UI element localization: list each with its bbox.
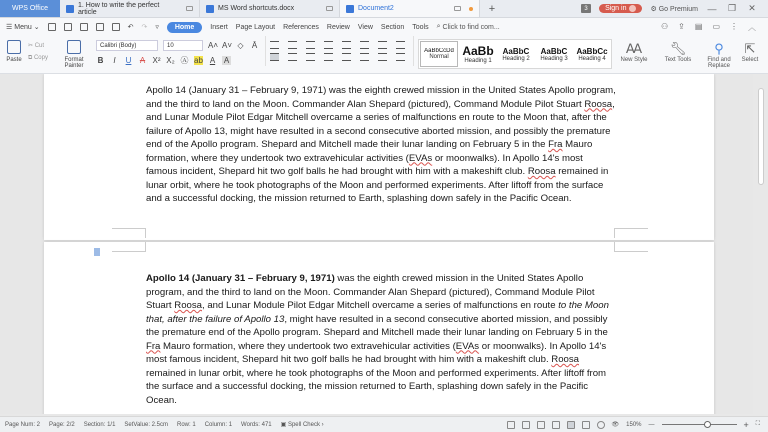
- bullets-icon[interactable]: [270, 41, 279, 49]
- tab-page-layout[interactable]: Page Layout: [235, 23, 276, 31]
- style-preview: AaBbCc: [576, 46, 608, 56]
- minimize-button[interactable]: —: [707, 3, 717, 14]
- borders-icon[interactable]: [396, 53, 405, 61]
- margin-crop-mark: [614, 242, 648, 252]
- cloud-upload-icon[interactable]: ⇪: [678, 21, 685, 31]
- print-icon[interactable]: [96, 23, 104, 31]
- writer-doc-icon: [206, 5, 214, 13]
- scrollbar-thumb[interactable]: [758, 88, 764, 185]
- tab-review[interactable]: Review: [326, 23, 350, 31]
- view-mode-icon[interactable]: [507, 421, 515, 429]
- underline-icon[interactable]: U: [125, 56, 132, 65]
- misspelled-word: Fra: [548, 139, 563, 150]
- increase-indent-icon[interactable]: [324, 41, 333, 49]
- tab-home[interactable]: Home: [167, 22, 202, 33]
- column-status: Column: 1: [204, 421, 233, 428]
- tab-section[interactable]: Section: [380, 23, 405, 31]
- clipboard-icon: [7, 40, 21, 54]
- save-icon[interactable]: [64, 23, 72, 31]
- new-style-button[interactable]: [612, 36, 656, 63]
- wrench-icon: 🔧︎: [669, 41, 687, 56]
- customize-icon[interactable]: ▿: [155, 24, 159, 31]
- zoom-slider[interactable]: [662, 424, 737, 425]
- spell-check-label: Spell Check: [287, 422, 320, 428]
- writer-doc-icon: [346, 5, 354, 13]
- close-button[interactable]: ✕: [748, 3, 756, 13]
- outline-view-icon[interactable]: [522, 421, 530, 429]
- subscript-icon[interactable]: X₂: [166, 56, 175, 65]
- word-count-status[interactable]: Words: 471: [241, 421, 272, 428]
- doc-tab-1[interactable]: [60, 0, 200, 17]
- sign-in-button[interactable]: [599, 4, 642, 13]
- copy-label: Copy: [33, 55, 48, 61]
- font-color-icon[interactable]: A: [209, 56, 216, 65]
- grow-font-icon[interactable]: A˄: [208, 41, 219, 50]
- row-status: Row: 1: [177, 421, 196, 428]
- print-preview-icon[interactable]: [112, 23, 120, 31]
- zoom-out-button[interactable]: —: [648, 421, 655, 428]
- unsaved-dot-icon: [469, 7, 473, 11]
- ribbon: [0, 36, 768, 74]
- avatar-icon: [629, 5, 636, 12]
- char-shading-icon[interactable]: A: [223, 56, 230, 65]
- style-heading-3[interactable]: [535, 40, 573, 68]
- sort-icon[interactable]: [360, 41, 369, 49]
- align-left-icon[interactable]: [270, 53, 279, 61]
- style-label: Heading 1: [464, 58, 492, 64]
- export-pdf-icon[interactable]: [80, 23, 88, 31]
- tab-label: 1. How to write the perfect article: [78, 1, 160, 16]
- page-num-status[interactable]: Page Num: 2: [5, 421, 41, 428]
- italic-icon[interactable]: I: [113, 56, 116, 65]
- share-user-icon[interactable]: ⚇: [661, 21, 669, 31]
- style-heading-2[interactable]: [497, 40, 535, 68]
- menu-label: Menu: [14, 24, 32, 31]
- numbering-icon[interactable]: [288, 41, 297, 49]
- title-tab-bar: [0, 0, 768, 18]
- text-tools-label: Text Tools: [664, 57, 692, 63]
- tab-tools[interactable]: Tools: [412, 23, 429, 31]
- styles-gallery: [418, 39, 612, 69]
- paint-brush-icon: [67, 40, 81, 54]
- redo-icon[interactable]: ↷: [141, 24, 148, 31]
- find-replace-button[interactable]: [700, 36, 738, 69]
- italic-run: to the Moon that, after the failure of Apollo 13: [146, 300, 609, 325]
- collapse-ribbon-icon[interactable]: ︿: [748, 22, 756, 32]
- text-run: Mauro formation, where they undertook two extravehicular activities (: [146, 139, 593, 164]
- text-run: , might have resulted in a second consecutive aborted mission, and possibly the premature end of the Apollo program. Shepard and Mitchell made their lunar landing on February 5 in the: [146, 313, 608, 338]
- font-name-select[interactable]: Calibri (Body): [96, 40, 158, 51]
- show-marks-icon[interactable]: [378, 41, 387, 49]
- monitor-icon: [326, 6, 333, 11]
- misspelled-word: Roosa: [174, 300, 202, 311]
- style-label: Heading 4: [578, 55, 606, 62]
- doc-tab-2[interactable]: [200, 0, 340, 17]
- misspelled-word: Roosa: [584, 98, 613, 110]
- font-group: [90, 36, 265, 70]
- undo-icon[interactable]: ↶: [127, 24, 134, 31]
- history-icon[interactable]: ▤: [694, 21, 703, 31]
- vertical-scrollbar[interactable]: [753, 76, 768, 414]
- text-run: Mauro formation, where they undertook two extravehicular activities (: [160, 340, 456, 352]
- document-canvas[interactable]: [0, 74, 753, 414]
- highlight-icon[interactable]: ab: [194, 56, 203, 65]
- web-layout-icon[interactable]: [597, 421, 605, 429]
- margin-crop-mark: [112, 242, 146, 252]
- text-run: or moonwalks). In Apollo 14's most famous incident, Shepard hit two golf balls he had brought with him with a makeshift club.: [146, 152, 583, 177]
- spell-check-button[interactable]: ▣ Spell Check ›: [280, 422, 324, 428]
- search-icon: ⌕: [436, 23, 441, 30]
- page-1[interactable]: [44, 74, 714, 240]
- strikethrough-icon[interactable]: A: [139, 56, 146, 65]
- restore-button[interactable]: ❐: [727, 3, 737, 13]
- text-run: Apollo 14 (January 31 – February 9, 1971) was the eighth crewed mission in the United States Apollo program, and the third to land on the Moon. Commander Alan Shepard (pictured), Command Module Pilot Stuart: [146, 85, 616, 110]
- misspelled-word: Fra: [146, 340, 161, 352]
- misspelled-word: Roosa: [551, 354, 580, 365]
- cursor-icon: ⇱: [744, 41, 756, 56]
- tab-view[interactable]: View: [357, 23, 373, 31]
- margin-crop-mark: [112, 228, 146, 238]
- text-run: , and Lunar Module Pilot Edgar Mitchell overcame a series of malfunctions en route to the Moon that, after the failure of Apollo 13, might have resulted in a second consecutive aborted mission, and possibly the premature end of the Apollo program. Shepard and Mitchell made their lunar landing on February 5 in the: [146, 98, 615, 150]
- text-run: remained in lunar orbit, where he took photographs of the Moon and performed experiments. After liftoff from the surface and a successful docking, the mission returned to Earth, splashing down safely in the Pacific Ocean.: [146, 166, 609, 204]
- cut-button[interactable]: ✂ Cut: [28, 43, 45, 49]
- style-preview: AaBbCcDd: [424, 48, 454, 54]
- writer-doc-icon: [66, 5, 74, 13]
- distribute-icon[interactable]: [342, 53, 351, 61]
- align-center-icon[interactable]: [288, 53, 297, 61]
- open-icon[interactable]: [48, 23, 56, 31]
- notification-badge[interactable]: 3: [581, 4, 591, 13]
- outline-icon[interactable]: [582, 421, 590, 429]
- go-premium-button[interactable]: ⚙ Go Premium: [650, 5, 698, 13]
- justify-icon[interactable]: [324, 53, 333, 61]
- go-premium-label: Go Premium: [658, 5, 698, 13]
- style-heading-1[interactable]: [459, 40, 497, 68]
- paragraph-layout-icon[interactable]: [94, 248, 100, 256]
- text-tools-button[interactable]: [656, 36, 700, 63]
- margin-crop-mark: [614, 228, 648, 238]
- page-view-icon[interactable]: [567, 421, 575, 429]
- decrease-indent-icon[interactable]: [306, 41, 315, 49]
- style-preview: AaBbC: [502, 46, 530, 56]
- zoom-level[interactable]: 150%: [626, 421, 642, 428]
- format-painter-label: Format Painter: [64, 57, 84, 69]
- cut-label: Cut: [34, 43, 45, 49]
- tab-references[interactable]: References: [283, 23, 319, 31]
- fullscreen-view-icon[interactable]: [537, 421, 545, 429]
- magnifier-icon: ⚲: [714, 41, 724, 56]
- paragraph-group: [265, 36, 414, 66]
- text-run: or moonwalks). In Apollo 14's most famous incident, Shepard hit two golf balls he had brought with him with a makeshift club.: [146, 340, 607, 365]
- command-search[interactable]: [437, 23, 500, 31]
- app-tab-label: WPS Office: [11, 5, 49, 12]
- chinese-layout-icon[interactable]: [342, 41, 351, 49]
- monitor-icon: [186, 6, 193, 11]
- copy-button[interactable]: ⧉ Copy: [28, 55, 48, 61]
- misspelled-word: EVAs: [408, 152, 433, 164]
- style-normal[interactable]: [420, 41, 458, 67]
- misspelled-word: EVAs: [455, 340, 480, 352]
- command-search-placeholder: Click to find com...: [442, 23, 500, 31]
- new-style-label: New Style: [620, 57, 648, 63]
- text-run: was the eighth crewed mission in the United States Apollo program, and the third to land on the Moon. Commander Alan Shepard (pictured), Command Module Pilot Stuart: [146, 273, 595, 311]
- wps-office-tab[interactable]: [0, 0, 60, 17]
- page-2[interactable]: [44, 242, 714, 414]
- set-value-status[interactable]: SetValue: 2.5cm: [124, 421, 168, 428]
- text-run: , and Lunar Module Pilot Edgar Mitchell overcame a series of malfunctions en route: [202, 300, 559, 311]
- find-replace-label: Find and Replace: [707, 57, 731, 69]
- tab-label: Document2: [358, 5, 394, 12]
- bold-icon[interactable]: B: [97, 56, 104, 65]
- menu-bar: [0, 18, 768, 36]
- monitor-icon: [454, 6, 461, 11]
- paste-button[interactable]: [0, 36, 28, 63]
- zoom-slider-knob[interactable]: [704, 421, 711, 428]
- misspelled-word: Roosa: [527, 166, 556, 177]
- style-preview: AaBb: [462, 44, 494, 58]
- section-status: Section: 1/1: [83, 421, 116, 428]
- select-label: Select: [741, 57, 759, 63]
- paste-label: Paste: [6, 57, 22, 63]
- style-heading-4[interactable]: [573, 40, 611, 68]
- page1-paragraph[interactable]: [146, 84, 616, 206]
- text-effect-icon[interactable]: Ⓐ: [180, 56, 189, 65]
- font-size-select[interactable]: 10: [163, 40, 203, 51]
- comment-icon[interactable]: ▭: [712, 21, 720, 31]
- bold-run: Apollo 14 (January 31 – February 9, 1971): [146, 273, 335, 284]
- status-bar: [0, 416, 768, 432]
- page2-paragraph[interactable]: [146, 272, 616, 407]
- style-preview: AaBbC: [540, 46, 568, 56]
- reading-mode-icon[interactable]: [552, 421, 560, 429]
- text-run: remained in lunar orbit, where he took photographs of the Moon and performed experiments. After liftoff from the surface and a successful docking, the mission returned to Earth, splashing down safely in the Pacific Ocean.: [146, 367, 607, 406]
- tab-label: MS Word shortcuts.docx: [218, 5, 295, 12]
- shrink-font-icon[interactable]: A˅: [222, 41, 233, 50]
- table-borders-icon[interactable]: [396, 41, 405, 49]
- new-tab-button[interactable]: +: [488, 2, 496, 15]
- style-label: Heading 3: [540, 55, 568, 62]
- line-spacing-icon[interactable]: [360, 53, 369, 61]
- style-label: Heading 2: [502, 55, 530, 62]
- menu-button[interactable]: ☰ Menu ⌄: [6, 24, 40, 31]
- select-button[interactable]: [738, 36, 762, 63]
- page-count-status[interactable]: Page: 2/2: [49, 421, 75, 428]
- align-right-icon[interactable]: [306, 53, 315, 61]
- format-painter-button[interactable]: [58, 36, 90, 69]
- more-icon[interactable]: ⋮: [730, 21, 738, 31]
- zoom-in-button[interactable]: +: [743, 419, 749, 430]
- shading-icon[interactable]: [378, 53, 387, 61]
- superscript-icon[interactable]: X²: [152, 56, 161, 65]
- fit-page-icon[interactable]: ⛶: [755, 421, 760, 427]
- style-label: Normal: [429, 54, 449, 60]
- eye-protection-icon[interactable]: 👁︎: [611, 422, 620, 428]
- sign-in-label: Sign in: [605, 5, 627, 12]
- phonetic-guide-icon[interactable]: Ā: [251, 41, 258, 50]
- new-style-icon: Ꜳ: [625, 41, 643, 56]
- clear-format-icon[interactable]: ◇: [237, 41, 244, 50]
- tab-insert[interactable]: Insert: [210, 23, 228, 31]
- doc-tab-3-active[interactable]: [340, 0, 480, 17]
